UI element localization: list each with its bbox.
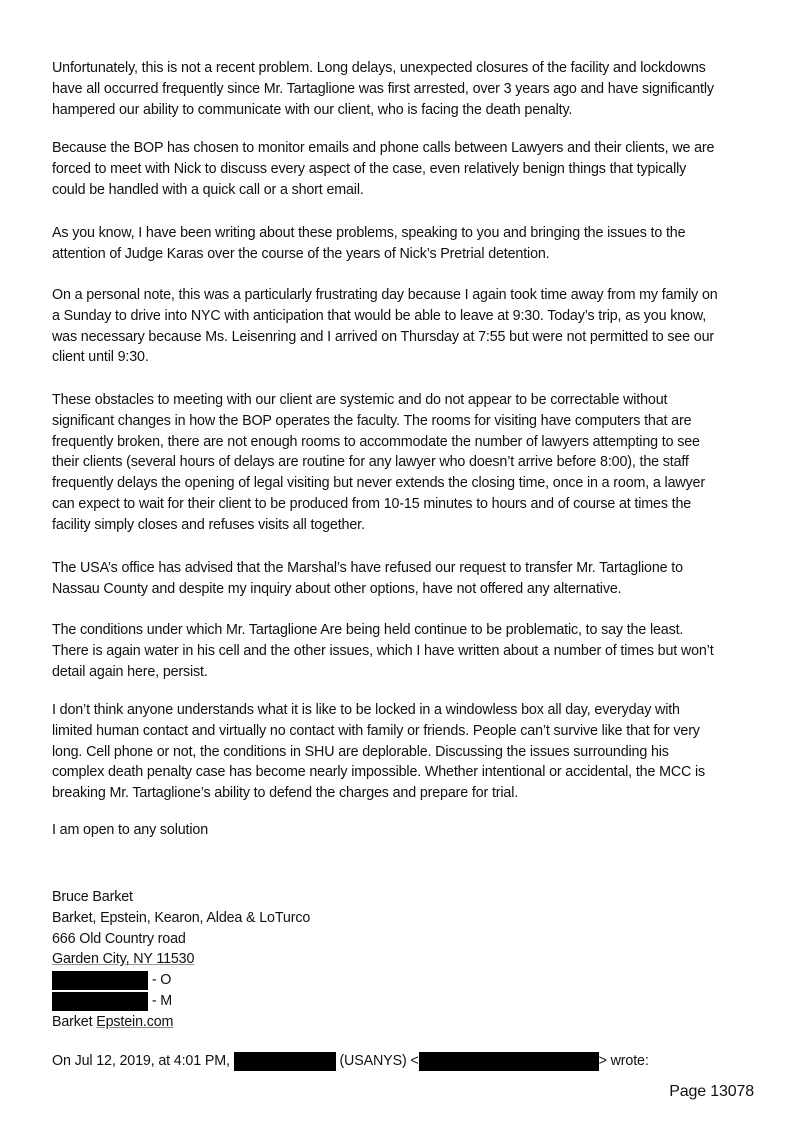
quoted-header-line <box>52 1051 772 1072</box>
paragraph-line: breaking Mr. Tartaglione’s ability to defend the charges and prepare for trial. <box>52 785 519 802</box>
paragraph-line: can expect to wait for their client to be produced from 10-15 minutes to hours and of course at times the <box>52 495 692 512</box>
signature-phone-mobile <box>52 991 772 1012</box>
signature-firm: Barket, Epstein, Kearon, Aldea & LoTurco <box>52 909 311 926</box>
paragraph-line: forced to meet with Nick to discuss every aspect of the case, even relatively benign things that typically <box>52 160 687 177</box>
paragraph-line: I don’t think anyone understands what it is like to be locked in a windowless box all day, everyday with <box>52 702 680 718</box>
paragraph-line: facility simply closes and refuses visits all together. <box>52 516 365 533</box>
signature-address-city: Garden City, NY 11530 <box>52 951 195 968</box>
paragraph-line: could be handled with a quick call or a short email. <box>52 181 364 198</box>
body-paragraph <box>52 390 772 536</box>
paragraph-line: a Sunday to drive into NYC with anticipation that would be able to leave at 9:30. Today’s trip, as you know, <box>52 307 707 324</box>
body-paragraph <box>52 285 772 368</box>
paragraph-line: Nassau County and despite my inquiry about other options, have not offered any alternative. <box>52 580 622 597</box>
paragraph-line: frequently broken, there are not enough rooms to accommodate the number of lawyers attempting to see <box>52 433 700 450</box>
signature-address-street: 666 Old Country road <box>52 930 186 947</box>
body-paragraph <box>52 138 772 200</box>
paragraph-line: attention of Judge Karas over the course of the years of Nick’s Pretrial detention. <box>52 245 550 262</box>
body-paragraph <box>52 820 772 841</box>
paragraph-line: I am open to any solution <box>52 822 209 838</box>
paragraph-line: their clients (several hours of delays are routine for any lawyer who doesn’t arrive before 8:00), the staff <box>52 454 689 471</box>
body-paragraph <box>52 620 772 682</box>
redaction-box <box>52 992 148 1011</box>
redaction-box <box>52 971 148 990</box>
paragraph-line: significant changes in how the BOP operates the faculty. The rooms for visiting have computers that are <box>52 412 692 429</box>
signature-block <box>52 887 772 1033</box>
body-paragraph <box>52 58 772 120</box>
phone-office-label: - O <box>148 972 172 989</box>
signature-phone-office <box>52 970 772 991</box>
paragraph-line: There is again water in his cell and the other issues, which I have written about a number of times but won’t <box>52 642 714 659</box>
signature-web <box>52 1012 772 1033</box>
web-prefix: Barket <box>52 1013 97 1030</box>
quote-suffix: > wrote: <box>598 1053 649 1069</box>
paragraph-line: was necessary because Ms. Leisenring and I arrived on Thursday at 7:55 but were not permitted to see our <box>52 328 715 345</box>
signature-name: Bruce Barket <box>52 889 133 905</box>
paragraph-line: complex death penalty case has become nearly impossible. Whether intentional or accidental, the MCC is <box>52 764 706 781</box>
paragraph-line: Unfortunately, this is not a recent problem. Long delays, unexpected closures of the facility and lockdowns <box>52 60 706 76</box>
paragraph-line: detail again here, persist. <box>52 663 208 680</box>
quoted-header <box>52 1051 772 1072</box>
page-number: Page 13078 <box>669 1083 754 1100</box>
quote-date: On Jul 12, 2019, at 4:01 PM, <box>52 1053 234 1069</box>
web-link[interactable]: Epstein.com <box>96 1013 174 1030</box>
paragraph-line: Because the BOP has chosen to monitor emails and phone calls between Lawyers and their clients, we are <box>52 140 715 156</box>
paragraph-line: have all occurred frequently since Mr. Tartaglione was first arrested, over 3 years ago and have significantly <box>52 80 714 97</box>
paragraph-line: hampered our ability to communicate with our client, who is facing the death penalty. <box>52 101 573 118</box>
paragraph-line: long. Cell phone or not, the conditions in SHU are deplorable. Discussing the issues surrounding his <box>52 743 669 760</box>
redaction-box <box>419 1052 599 1071</box>
body-paragraph <box>52 223 772 265</box>
redaction-box <box>234 1052 336 1071</box>
phone-mobile-label: - M <box>148 992 173 1009</box>
paragraph-line: limited human contact and virtually no contact with family or friends. People can’t survive like that for very <box>52 722 700 739</box>
paragraph-line: On a personal note, this was a particularly frustrating day because I again took time away from my family on <box>52 287 718 303</box>
paragraph-line: The conditions under which Mr. Tartaglione Are being held continue to be problematic, to say the least. <box>52 622 684 638</box>
paragraph-line: client until 9:30. <box>52 349 149 366</box>
body-paragraph <box>52 700 772 804</box>
paragraph-line: These obstacles to meeting with our client are systemic and do not appear to be correctable without <box>52 392 668 408</box>
paragraph-line: As you know, I have been writing about these problems, speaking to you and bringing the issues to the <box>52 225 686 241</box>
paragraph-line: The USA’s office has advised that the Marshal’s have refused our request to transfer Mr. Tartaglione to <box>52 560 683 576</box>
paragraph-line: frequently delays the opening of legal visiting but never extends the closing time, once in a room, a lawyer <box>52 475 705 492</box>
quote-org: (USANYS) < <box>335 1053 419 1069</box>
body-paragraph <box>52 558 772 600</box>
